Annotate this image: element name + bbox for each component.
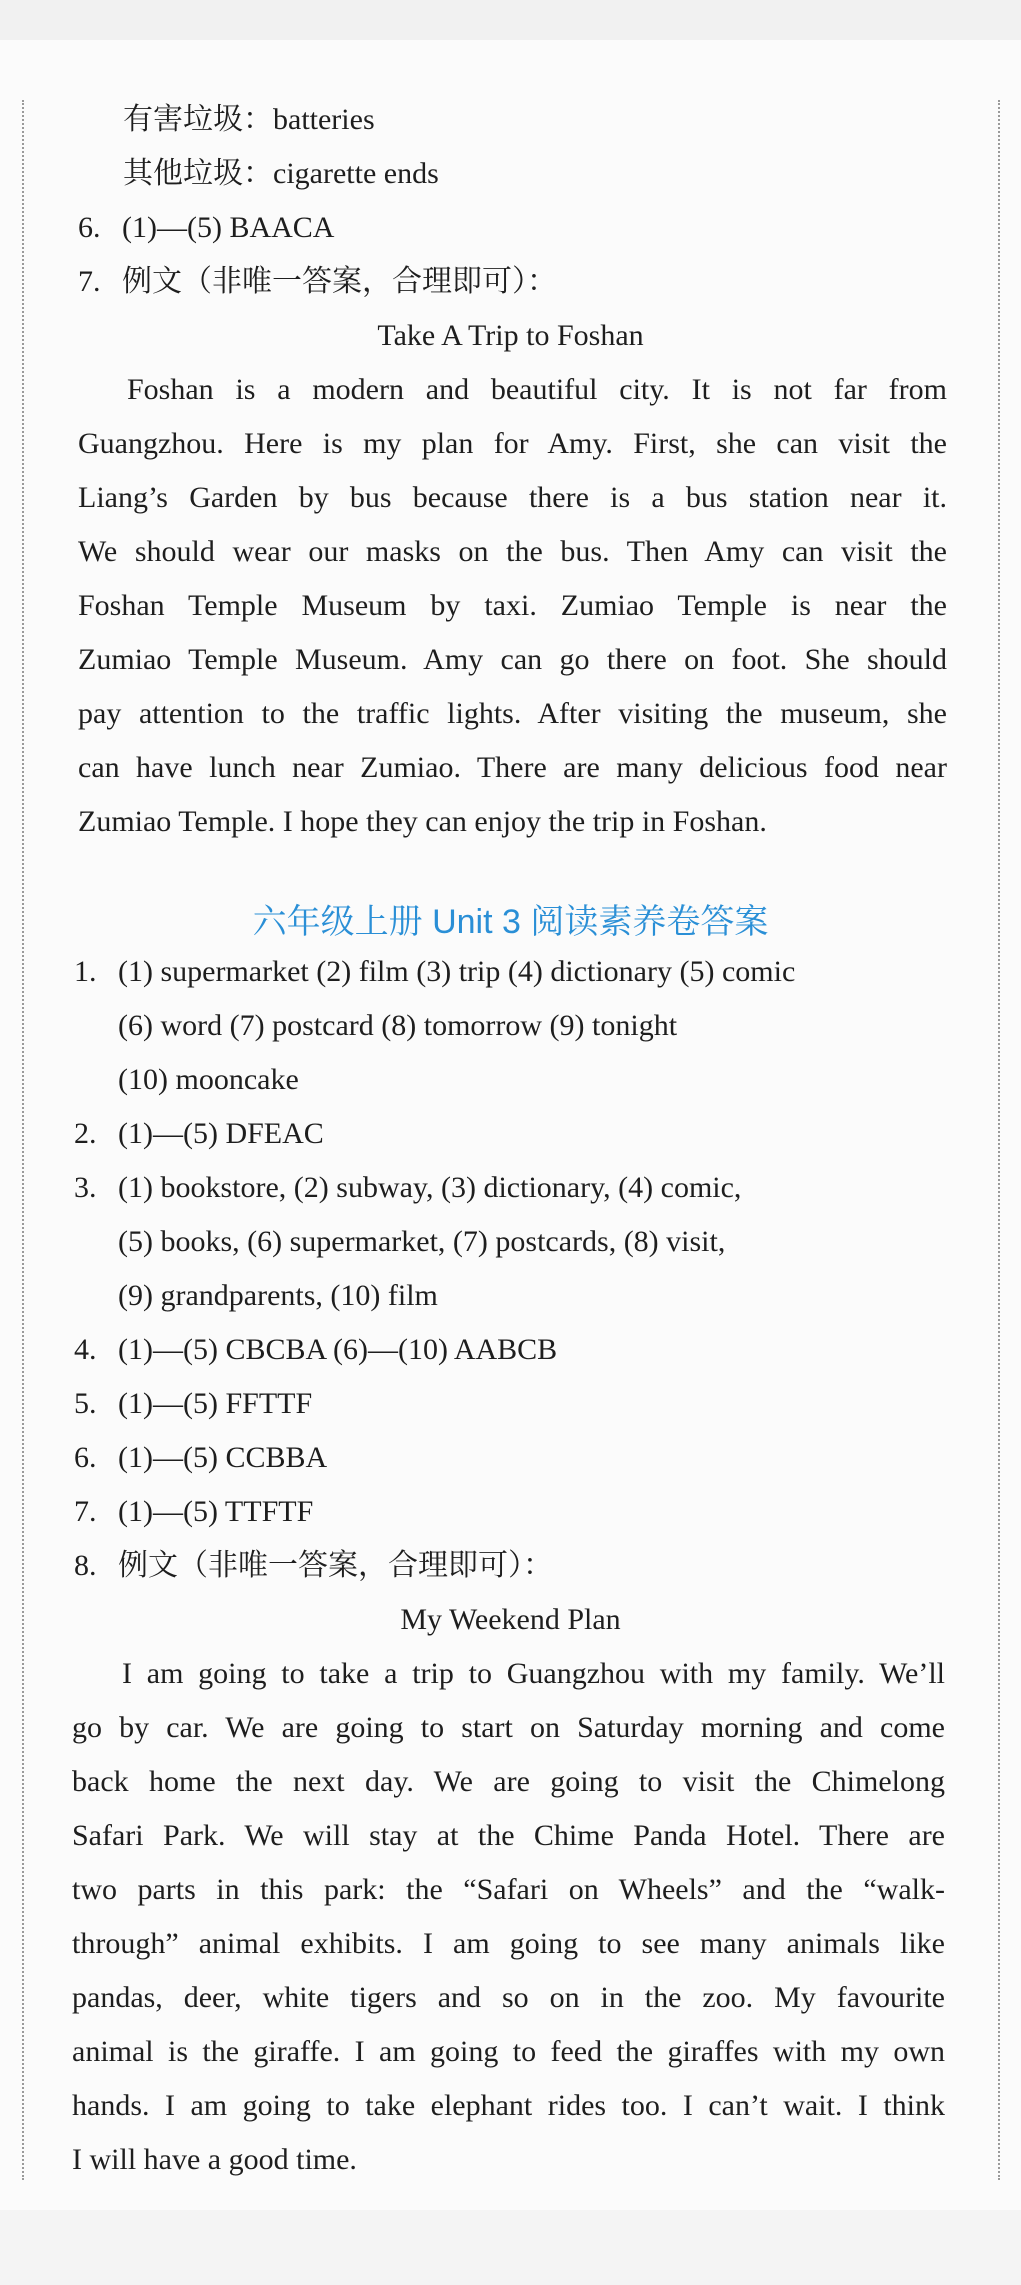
essay-line: Zumiao Temple. I hope they can enjoy the trip in Foshan. [78,805,767,838]
essay2-line: two parts in this park: the “Safari on Wheels” and the “walk- [72,1873,945,1906]
answer-text: (1)—(5) TTFTF [118,1495,314,1528]
top-margin [0,0,1021,40]
answer-text: 例文（非唯一答案，合理即可）： [118,1549,553,1582]
question-number: 7. [78,265,101,298]
answer-text: (1)—(5) DFEAC [118,1117,324,1150]
essay2-line: back home the next day. We are going to visit the Chimelong [72,1765,945,1798]
question-number: 5. [74,1387,97,1420]
section-title: 六年级上册 Unit 3 阅读素养卷答案 [252,903,769,941]
question-number: 4. [74,1333,97,1366]
question-number: 3. [74,1171,97,1204]
answer-text: (1)—(5) CCBBA [118,1441,328,1474]
essay2-line: I will have a good time. [72,2143,357,2176]
answer-1 [74,952,795,992]
answer-2 [74,1114,324,1154]
essay2-line: hands. I am going to take elephant rides too. I can’t wait. I think [72,2089,945,2122]
essay-line: can have lunch near Zumiao. There are many delicious food near [78,751,947,784]
question-number: 1. [74,955,97,988]
answer-7 [74,1492,313,1532]
answer-text: (1)—(5) BAACA [122,211,335,244]
essay-line: We should wear our masks on the bus. Then Amy can visit the [78,535,947,568]
essay-line: Liang’s Garden by bus because there is a bus station near it. [78,481,947,514]
question-number: 8. [74,1549,97,1582]
answer-1-line-2: (6) word (7) postcard (8) tomorrow (9) tonight [118,1009,678,1042]
essay-line: Foshan Temple Museum by taxi. Zumiao Temple is near the [78,589,947,622]
question-number: 7. [74,1495,97,1528]
answer-4 [74,1330,557,1370]
other-waste-answer: 其他垃圾：cigarette ends [123,157,439,190]
question-number: 2. [74,1117,97,1150]
answer-6 [74,1438,327,1478]
answer-3-line-3: (9) grandparents, (10) film [118,1279,438,1312]
essay-title: Take A Trip to Foshan [377,319,644,352]
question-6-answer [78,208,334,248]
right-dotted-border [998,100,1000,2180]
essay2-line: Safari Park. We will stay at the Chime Panda Hotel. There are [72,1819,945,1852]
essay2-line: through” animal exhibits. I am going to see many animals like [72,1927,945,1960]
essay2-line: go by car. We are going to start on Saturday morning and come [72,1711,945,1744]
answer-8 [74,1546,553,1586]
question-number: 6. [78,211,101,244]
answer-5 [74,1384,312,1424]
bottom-margin [0,2210,1021,2285]
answer-3 [74,1168,741,1208]
essay2-line: I am going to take a trip to Guangzhou with my family. We’ll [122,1657,945,1690]
essay-line: Foshan is a modern and beautiful city. It is not far from [127,373,947,406]
essay-line: pay attention to the traffic lights. After visiting the museum, she [78,697,947,730]
essay2-line: animal is the giraffe. I am going to feed the giraffes with my own [72,2035,945,2068]
essay2-title: My Weekend Plan [400,1603,621,1636]
answer-1-line-3: (10) mooncake [118,1063,299,1096]
answer-3-line-2: (5) books, (6) supermarket, (7) postcards, (8) visit, [118,1225,726,1258]
question-7-answer [78,262,557,302]
answer-text: (1)—(5) FFTTF [118,1387,313,1420]
essay2-line: pandas, deer, white tigers and so on in the zoo. My favourite [72,1981,945,2014]
answer-text: (1) bookstore, (2) subway, (3) dictionary, (4) comic, [118,1171,742,1204]
essay-line: Zumiao Temple Museum. Amy can go there on foot. She should [78,643,947,676]
essay-line: Guangzhou. Here is my plan for Amy. First, she can visit the [78,427,947,460]
question-number: 6. [74,1441,97,1474]
left-dotted-border [22,100,24,2180]
answer-text: (1)—(5) CBCBA (6)—(10) AABCB [118,1333,558,1366]
answer-text: (1) supermarket (2) film (3) trip (4) dictionary (5) comic [118,955,796,988]
harmful-waste-answer: 有害垃圾：batteries [123,103,375,136]
answer-text: 例文（非唯一答案，合理即可）： [122,265,557,298]
